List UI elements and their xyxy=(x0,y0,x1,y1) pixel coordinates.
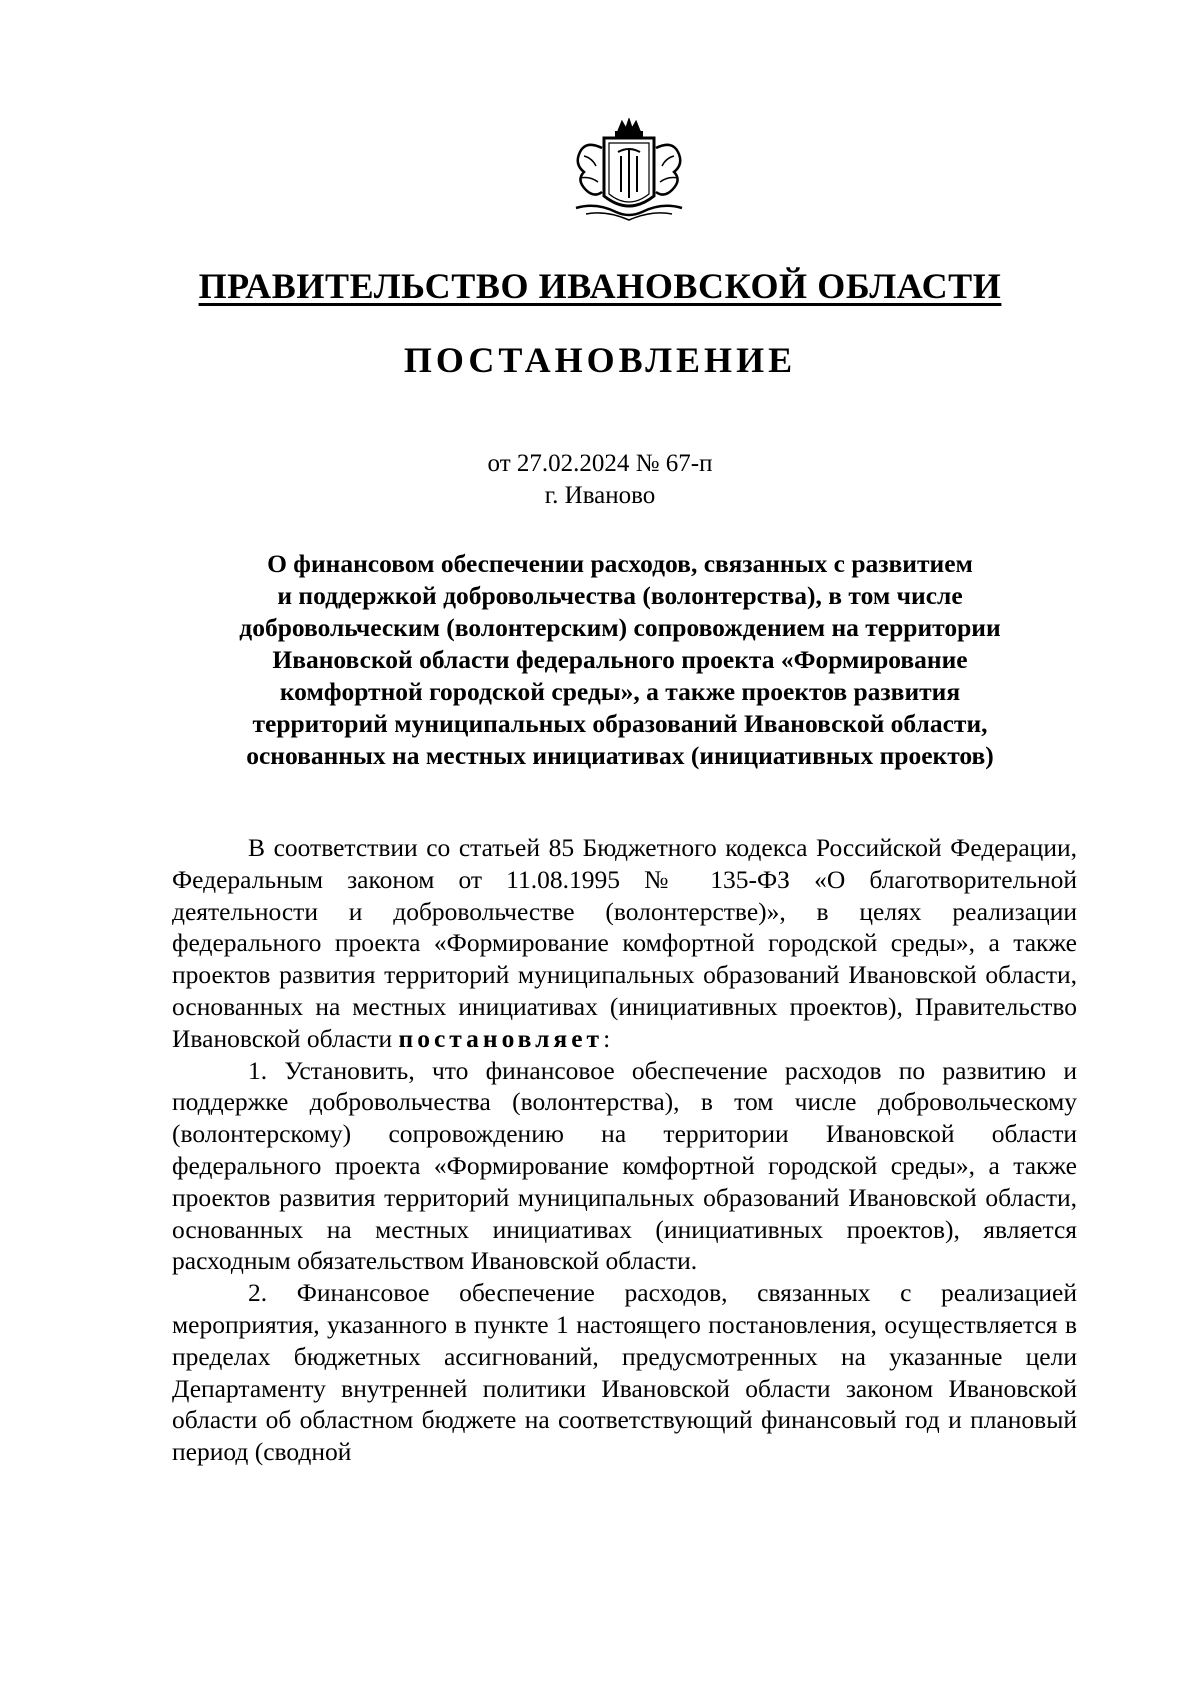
clause-2-paragraph: 2. Финансовое обеспечение расходов, связанных с реализацией мероприятия, указанного в пункте 1 настоящего постановления, осуществляется в пределах бюджетных ассигнований, предусмотренных на указанные цели Департаменту внутренней политики Ивановской области законом Ивановской области об областном бюджете на соответствующий финансовый год и плановый период (сводной xyxy=(172,1278,1077,1467)
clause-1-paragraph: 1. Установить, что финансовое обеспечение расходов по развитию и поддержке добровольчества (волонтерства), в том числе добровольческому (волонтерскому) сопровождению на территории Ивановской области федерального проекта «Формирование комфортной городской среды», а также проектов развития территорий муниципальных образований Ивановской области, основанных на местных инициативах (инициативных проектов), является расходным обязательством Ивановской области. xyxy=(172,1055,1077,1276)
heading-line: О финансовом обеспечении расходов, связанных с развитием xyxy=(267,549,973,578)
decree-colon: : xyxy=(603,1023,611,1053)
heading-line: основанных на местных инициативах (инициативных проектов) xyxy=(246,741,994,770)
preamble-text: В соответствии со статьей 85 Бюджетного кодекса Российской Федерации, Федеральным законом от 11.08.1995 № 135-ФЗ «О благотворительной деятельности и добровольчестве (волонтерстве)», в целях реализации федерального проекта «Формирование комфортной городской среды», а также проектов развития территорий муниципальных образований Ивановской области, основанных на местных инициативах (инициативных проектов), Правительство Ивановской области xyxy=(172,833,1077,1053)
preamble-paragraph xyxy=(172,832,1077,1055)
document-date-number: от 27.02.2024 № 67-п xyxy=(487,450,713,477)
document-city: г. Иваново xyxy=(544,482,656,509)
heading-line: комфортной городской среды», а также проектов развития xyxy=(279,677,961,706)
heading-line: Ивановской области федерального проекта «Формирование xyxy=(272,645,968,674)
organization-title: ПРАВИТЕЛЬСТВО ИВАНОВСКОЙ ОБЛАСТИ xyxy=(198,266,1002,306)
document-type: ПОСТАНОВЛЕНИЕ xyxy=(403,340,797,380)
heading-line: добровольческим (волонтерским) сопровождением на территории xyxy=(239,613,1001,642)
decree-word: постановляет xyxy=(398,1023,604,1053)
heading-line: и поддержкой добровольчества (волонтерства), в том числе xyxy=(277,581,963,610)
coat-of-arms-icon xyxy=(556,118,702,224)
document-heading xyxy=(160,548,1080,772)
document-body xyxy=(172,832,1077,1468)
heading-line: территорий муниципальных образований Ивановской области, xyxy=(252,709,988,738)
